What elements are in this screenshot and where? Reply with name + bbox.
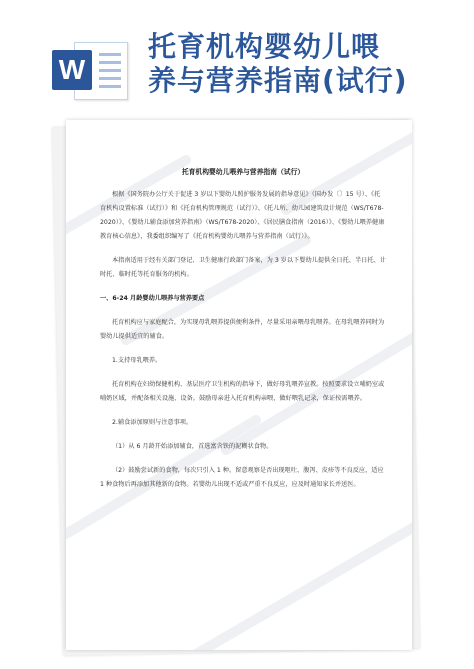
- subheading-1: 1.支持母乳喂养。: [112, 357, 162, 364]
- section-intro: 托育机构应与家庭配合，为实现母乳喂养提供便利条件，尽量采用亲喂母乳喂养。在母乳喂养同时为婴幼儿提供适宜的辅食。: [100, 319, 385, 340]
- header-banner: [0, 0, 474, 120]
- item-2-sub-2: （2）鼓励尝试新的食物，每次只引入 1 种。留意观察是否出现呕吐、腹泻、皮疹等不良反应，适应 1 种食物后再添加其他新的食物。若婴幼儿出现不适或严重不良反应，应及时通知家长并送医。: [100, 467, 384, 488]
- banner-title: [148, 30, 468, 98]
- banner-title-line-1: 托育机构婴幼儿喂: [148, 30, 381, 63]
- document-content: [100, 166, 386, 492]
- section-heading: 一、6-24 月龄婴幼儿喂养与营养要点: [100, 295, 205, 302]
- item-2-sub-1: （1）从 6 月龄开始添加辅食，首选富含铁的泥糊状食物。: [112, 443, 273, 450]
- subheading-2: 2.辅食添加原则与注意事项。: [112, 419, 193, 426]
- banner-title-line-2: 养与营养指南(试行): [148, 64, 408, 97]
- scope-paragraph: 本指南适用于经有关部门登记、卫生健康行政部门备案，为 3 岁以下婴幼儿提供全日托、半日托、计时托、临时托等托育服务的机构。: [100, 257, 386, 278]
- word-document-icon: [52, 38, 130, 100]
- item-1-text: 托育机构在妇幼保健机构、基层医疗卫生机构的指导下，做好母乳喂养宣教。按照要求设立哺奶室或哺奶区域，并配备相关设施、设备。鼓励母亲进入托育机构亲喂，做好喂乳记录，保证按需喂养。: [100, 381, 385, 402]
- word-letter-badge: W: [52, 50, 92, 90]
- document-page: [66, 120, 412, 650]
- document-title: 托育机构婴幼儿喂养与营养指南（试行）: [181, 168, 305, 176]
- intro-paragraph: 根据《国务院办公厅关于促进 3 岁以下婴幼儿照护服务发展的指导意见》（国办发〔〕15 号）、《托育机构设置标准（试行）》和《托育机构管理规范（试行）》、《托儿所、幼儿园建筑设计规范（WS/T678-2020）》、《婴幼儿辅食添加营养指南》（WS/T678-2020）、《居民膳食指南（2016）》、《婴幼儿喂养健康教育核心信息》，我委组织编写了《托育机构婴幼儿喂养与营养指南（试行）》。: [100, 191, 385, 240]
